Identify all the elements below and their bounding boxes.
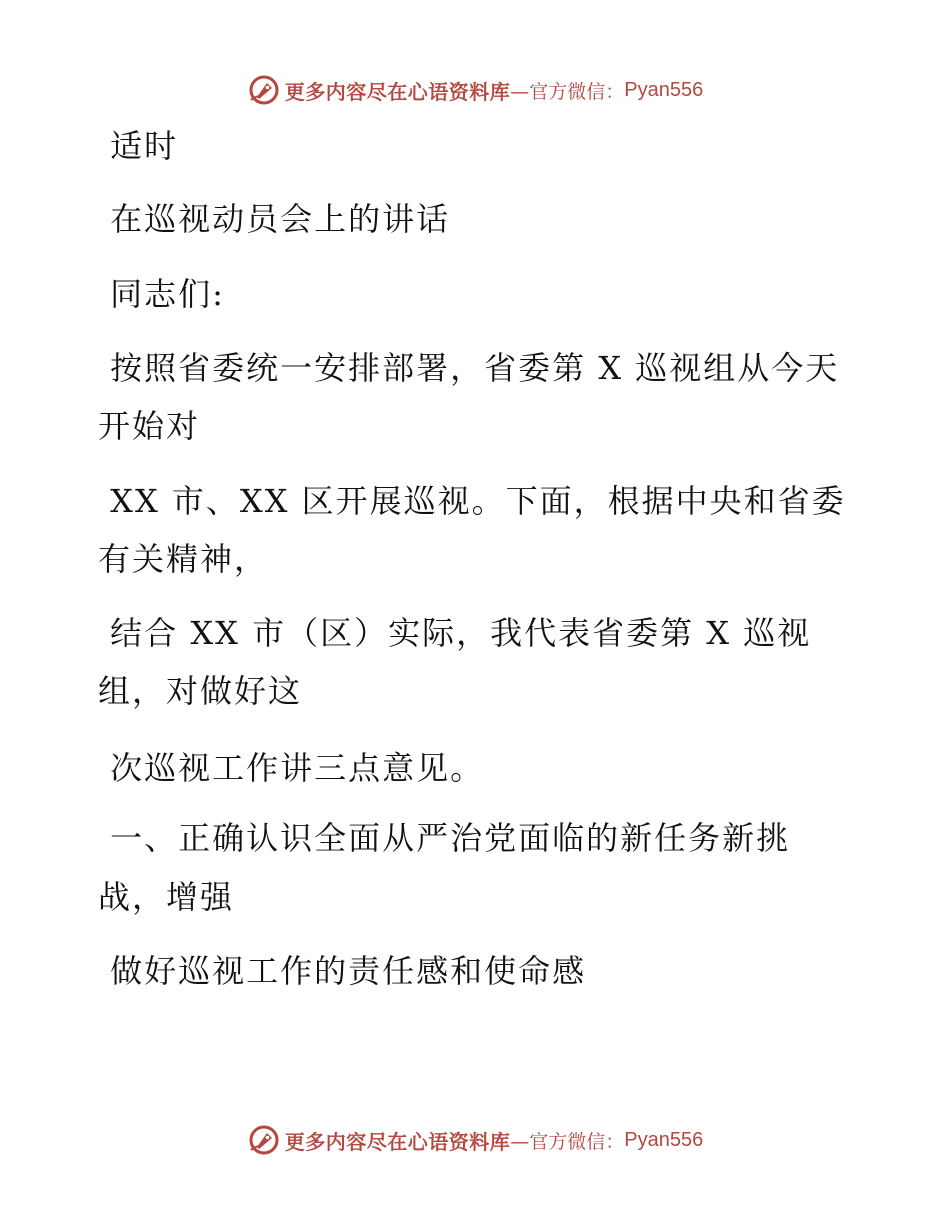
document-line: 组，对做好这	[98, 672, 303, 710]
section-heading-continued: 战，增强	[98, 878, 235, 916]
watermark-text: 更多内容尽在心语资料库	[284, 1129, 511, 1154]
document-line: 有关精神，	[98, 540, 269, 578]
document-line: 次巡视工作讲三点意见。	[98, 749, 485, 787]
watermark-separator: —官方微信：	[510, 1130, 625, 1153]
document-title: 在巡视动员会上的讲话	[98, 200, 451, 238]
pen-nib-logo-icon	[247, 73, 281, 107]
watermark-account: Pyan556	[624, 78, 704, 101]
document-line: XX 市、XX 区开展巡视。下面，根据中央和省委	[98, 482, 846, 520]
section-heading-continued: 做好巡视工作的责任感和使命感	[98, 952, 587, 990]
watermark-account: Pyan556	[624, 1128, 704, 1151]
footer-watermark	[0, 1120, 950, 1160]
document-line: 开始对	[98, 407, 201, 445]
section-heading: 一、正确认识全面从严治党面临的新任务新挑	[98, 819, 791, 857]
document-line: 同志们:	[98, 275, 225, 313]
document-line: 适时	[98, 127, 179, 165]
watermark-separator: —官方微信：	[510, 80, 625, 103]
document-line: 结合 XX 市（区）实际，我代表省委第 X 巡视	[98, 614, 812, 652]
document-line: 按照省委统一安排部署，省委第 X 巡视组从今天	[98, 349, 840, 387]
pen-nib-logo-icon	[247, 1123, 281, 1157]
header-watermark	[0, 70, 950, 110]
watermark-text: 更多内容尽在心语资料库	[284, 79, 511, 104]
